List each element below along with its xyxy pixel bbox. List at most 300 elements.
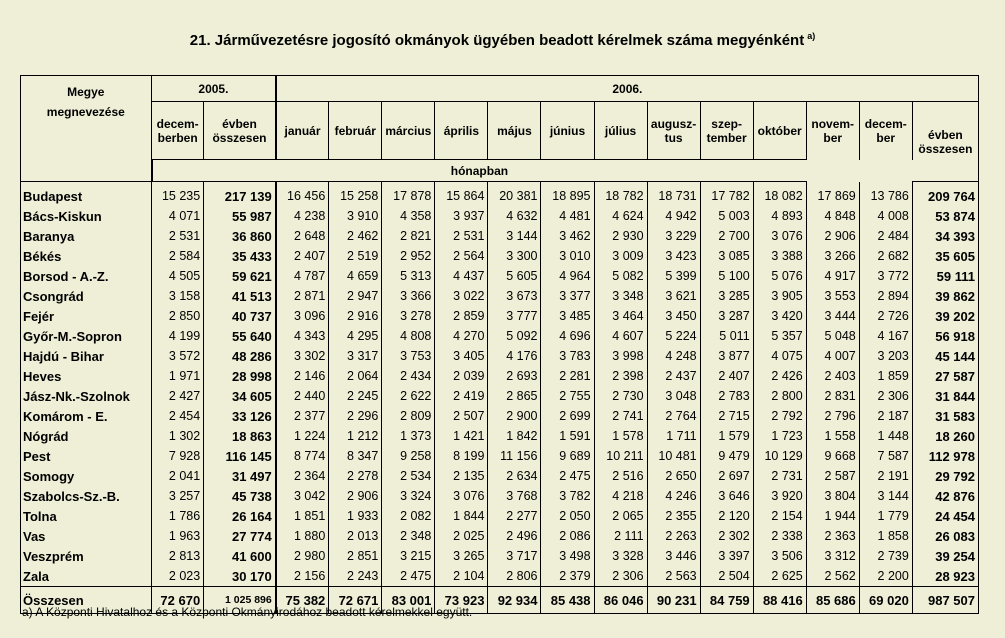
- cell-col-8: 9 689: [541, 446, 594, 466]
- cell-col-1: 2 454: [152, 406, 204, 426]
- cell-col-14: 2 191: [859, 466, 912, 486]
- county-name: Heves: [21, 366, 152, 386]
- cell-col-11: 3 285: [700, 286, 753, 306]
- cell-col-5: 2 534: [382, 466, 435, 486]
- cell-col-2: 34 605: [204, 386, 276, 406]
- cell-col-15: 39 202: [912, 306, 978, 326]
- table-row: [21, 546, 979, 566]
- cell-col-14: 3 144: [859, 486, 912, 506]
- cell-col-2: 217 139: [204, 182, 276, 207]
- cell-col-9: 5 082: [594, 266, 647, 286]
- cell-col-6: 73 923: [435, 587, 488, 614]
- cell-col-2: 1 025 896: [204, 587, 276, 614]
- cell-col-14: 69 020: [859, 587, 912, 614]
- cell-col-9: 86 046: [594, 587, 647, 614]
- cell-col-2: 116 145: [204, 446, 276, 466]
- cell-col-14: 1 779: [859, 506, 912, 526]
- cell-col-4: 2 851: [329, 546, 382, 566]
- table-row: [21, 366, 979, 386]
- cell-col-3: 2 146: [276, 366, 329, 386]
- cell-col-6: 4 270: [435, 326, 488, 346]
- cell-col-14: 2 682: [859, 246, 912, 266]
- header-2005-total: [204, 102, 276, 160]
- cell-col-2: 26 164: [204, 506, 276, 526]
- cell-col-13: 2 796: [806, 406, 859, 426]
- table-title: [0, 31, 1005, 49]
- cell-col-2: 28 998: [204, 366, 276, 386]
- cell-col-12: 2 800: [753, 386, 806, 406]
- cell-col-3: 2 377: [276, 406, 329, 426]
- cell-col-7: 4 632: [488, 206, 541, 226]
- cell-col-9: 4 218: [594, 486, 647, 506]
- cell-col-5: 9 258: [382, 446, 435, 466]
- cell-col-4: 2 243: [329, 566, 382, 587]
- cell-col-14: 2 187: [859, 406, 912, 426]
- cell-col-1: 2 023: [152, 566, 204, 587]
- cell-col-12: 88 416: [753, 587, 806, 614]
- cell-col-10: 4 246: [647, 486, 700, 506]
- header-month-11: [806, 102, 859, 160]
- cell-col-14: 2 200: [859, 566, 912, 587]
- county-name: Békés: [21, 246, 152, 266]
- cell-col-4: 2 245: [329, 386, 382, 406]
- table-row: [21, 206, 979, 226]
- cell-col-14: 2 739: [859, 546, 912, 566]
- header-month-2-line1: február: [334, 123, 376, 138]
- cell-col-10: 90 231: [647, 587, 700, 614]
- cell-col-15: 35 605: [912, 246, 978, 266]
- cell-col-5: 5 313: [382, 266, 435, 286]
- cell-col-8: 3 783: [541, 346, 594, 366]
- county-name: Tolna: [21, 506, 152, 526]
- cell-col-11: 1 579: [700, 426, 753, 446]
- cell-col-3: 2 407: [276, 246, 329, 266]
- cell-col-8: 1 591: [541, 426, 594, 446]
- header-month-8: [647, 102, 700, 160]
- cell-col-7: 2 806: [488, 566, 541, 587]
- cell-col-9: 3 348: [594, 286, 647, 306]
- cell-col-3: 4 343: [276, 326, 329, 346]
- cell-col-1: 2 584: [152, 246, 204, 266]
- cell-col-13: 4 848: [806, 206, 859, 226]
- cell-col-13: 1 944: [806, 506, 859, 526]
- cell-col-2: 55 640: [204, 326, 276, 346]
- cell-col-11: 2 407: [700, 366, 753, 386]
- header-month-4-line1: április: [443, 123, 480, 138]
- cell-col-8: 2 281: [541, 366, 594, 386]
- cell-col-15: 209 764: [912, 182, 978, 207]
- cell-col-9: 2 516: [594, 466, 647, 486]
- cell-col-15: 31 844: [912, 386, 978, 406]
- cell-col-10: 2 355: [647, 506, 700, 526]
- cell-col-1: 2 850: [152, 306, 204, 326]
- header-megye-line2: megnevezése: [46, 105, 125, 119]
- cell-col-12: 2 625: [753, 566, 806, 587]
- cell-col-2: 33 126: [204, 406, 276, 426]
- cell-col-7: 2 693: [488, 366, 541, 386]
- cell-col-10: 2 263: [647, 526, 700, 546]
- cell-col-7: 3 144: [488, 226, 541, 246]
- cell-col-5: 17 878: [382, 182, 435, 207]
- county-name: Bács-Kiskun: [21, 206, 152, 226]
- cell-col-7: 3 673: [488, 286, 541, 306]
- cell-col-11: 2 783: [700, 386, 753, 406]
- table-row: [21, 486, 979, 506]
- cell-col-7: 2 277: [488, 506, 541, 526]
- header-month-10-line1: október: [757, 123, 802, 138]
- cell-col-9: 3 464: [594, 306, 647, 326]
- cell-col-15: 28 923: [912, 566, 978, 587]
- header-month-12-line2: ber: [876, 130, 896, 145]
- cell-col-5: 1 373: [382, 426, 435, 446]
- cell-col-13: 9 668: [806, 446, 859, 466]
- cell-col-4: 3 317: [329, 346, 382, 366]
- table-row: [21, 386, 979, 406]
- cell-col-9: 10 211: [594, 446, 647, 466]
- cell-col-11: 5 100: [700, 266, 753, 286]
- county-name: Komárom - E.: [21, 406, 152, 426]
- cell-col-5: 83 001: [382, 587, 435, 614]
- cell-col-9: 1 578: [594, 426, 647, 446]
- cell-col-13: 4 007: [806, 346, 859, 366]
- footnote: a) A Központi Hivatalhoz és a Központi Okmányirodához beadott kérelmekkel együtt.: [22, 605, 473, 619]
- cell-col-2: 45 738: [204, 486, 276, 506]
- cell-col-12: 10 129: [753, 446, 806, 466]
- county-name: Szabolcs-Sz.-B.: [21, 486, 152, 506]
- county-name: Csongrád: [21, 286, 152, 306]
- cell-col-15: 29 792: [912, 466, 978, 486]
- cell-col-10: 2 437: [647, 366, 700, 386]
- cell-col-8: 3 485: [541, 306, 594, 326]
- cell-col-7: 20 381: [488, 182, 541, 207]
- cell-col-1: 2 813: [152, 546, 204, 566]
- cell-col-14: 7 587: [859, 446, 912, 466]
- cell-col-9: 3 009: [594, 246, 647, 266]
- cell-col-13: 2 403: [806, 366, 859, 386]
- cell-col-4: 2 906: [329, 486, 382, 506]
- cell-col-8: 3 377: [541, 286, 594, 306]
- cell-col-8: 18 895: [541, 182, 594, 207]
- cell-col-10: 5 224: [647, 326, 700, 346]
- cell-col-5: 2 475: [382, 566, 435, 587]
- cell-col-11: 2 715: [700, 406, 753, 426]
- cell-col-11: 3 646: [700, 486, 753, 506]
- cell-col-11: 84 759: [700, 587, 753, 614]
- cell-col-12: 2 792: [753, 406, 806, 426]
- cell-col-15: 56 918: [912, 326, 978, 346]
- cell-col-9: 2 741: [594, 406, 647, 426]
- county-name: Veszprém: [21, 546, 152, 566]
- header-2006-total-line2: összesen: [918, 141, 973, 156]
- table-row: [21, 226, 979, 246]
- cell-col-12: 2 426: [753, 366, 806, 386]
- cell-col-15: 59 111: [912, 266, 978, 286]
- county-name: Somogy: [21, 466, 152, 486]
- cell-col-13: 17 869: [806, 182, 859, 207]
- cell-col-4: 1 212: [329, 426, 382, 446]
- cell-col-13: 3 312: [806, 546, 859, 566]
- cell-col-3: 75 382: [276, 587, 329, 614]
- cell-col-15: 53 874: [912, 206, 978, 226]
- cell-col-5: 3 753: [382, 346, 435, 366]
- county-name: Borsod - A.-Z.: [21, 266, 152, 286]
- county-name: Nógrád: [21, 426, 152, 446]
- table-row: [21, 246, 979, 266]
- header-2005-december: [152, 102, 204, 160]
- header-month-7-line1: július: [604, 123, 637, 138]
- cell-col-7: 3 768: [488, 486, 541, 506]
- cell-col-8: 3 782: [541, 486, 594, 506]
- cell-col-4: 3 910: [329, 206, 382, 226]
- cell-col-13: 3 444: [806, 306, 859, 326]
- header-month-4: [435, 102, 488, 160]
- header-month-6: [541, 102, 594, 160]
- cell-col-6: 2 025: [435, 526, 488, 546]
- cell-col-14: 2 726: [859, 306, 912, 326]
- cell-col-8: 2 755: [541, 386, 594, 406]
- cell-col-9: 4 607: [594, 326, 647, 346]
- cell-col-8: 2 050: [541, 506, 594, 526]
- cell-col-15: 42 876: [912, 486, 978, 506]
- cell-col-8: 85 438: [541, 587, 594, 614]
- cell-col-6: 4 437: [435, 266, 488, 286]
- data-table: [20, 75, 979, 614]
- county-name: Budapest: [21, 182, 152, 207]
- cell-col-5: 2 821: [382, 226, 435, 246]
- cell-col-13: 4 917: [806, 266, 859, 286]
- cell-col-13: 3 553: [806, 286, 859, 306]
- cell-col-6: 15 864: [435, 182, 488, 207]
- cell-col-12: 3 920: [753, 486, 806, 506]
- cell-col-7: 4 176: [488, 346, 541, 366]
- cell-col-6: 8 199: [435, 446, 488, 466]
- cell-col-15: 45 144: [912, 346, 978, 366]
- cell-col-12: 18 082: [753, 182, 806, 207]
- title-text: 21. Járművezetésre jogosító okmányok ügyében beadott kérelmek száma megyénként: [189, 32, 805, 49]
- table-row: [21, 526, 979, 546]
- cell-col-14: 4 167: [859, 326, 912, 346]
- header-month-12: [859, 102, 912, 160]
- title-footnote-mark: a): [807, 31, 816, 41]
- cell-col-6: 2 135: [435, 466, 488, 486]
- cell-col-12: 3 506: [753, 546, 806, 566]
- cell-col-6: 1 844: [435, 506, 488, 526]
- cell-col-10: 18 731: [647, 182, 700, 207]
- cell-col-13: 1 558: [806, 426, 859, 446]
- cell-col-9: 2 398: [594, 366, 647, 386]
- header-month-7: [594, 102, 647, 160]
- cell-col-11: 2 504: [700, 566, 753, 587]
- header-2005-december-line1: decem-: [156, 116, 199, 131]
- cell-col-6: 2 859: [435, 306, 488, 326]
- cell-col-12: 3 076: [753, 226, 806, 246]
- cell-col-4: 2 296: [329, 406, 382, 426]
- header-2005-total-line2: összesen: [212, 130, 267, 145]
- cell-col-3: 3 302: [276, 346, 329, 366]
- table-row: [21, 466, 979, 486]
- cell-col-12: 4 893: [753, 206, 806, 226]
- header-honapban: hónapban: [152, 160, 807, 182]
- cell-col-14: 2 484: [859, 226, 912, 246]
- cell-col-2: 31 497: [204, 466, 276, 486]
- header-month-11-line1: novem-: [811, 116, 855, 131]
- cell-col-6: 3 937: [435, 206, 488, 226]
- table-row: [21, 446, 979, 466]
- cell-col-1: 3 158: [152, 286, 204, 306]
- cell-col-5: 2 082: [382, 506, 435, 526]
- header-month-3: [382, 102, 435, 160]
- cell-col-11: 2 302: [700, 526, 753, 546]
- cell-col-15: 34 393: [912, 226, 978, 246]
- cell-col-13: 2 587: [806, 466, 859, 486]
- cell-col-15: 27 587: [912, 366, 978, 386]
- cell-col-13: 3 266: [806, 246, 859, 266]
- county-name: Zala: [21, 566, 152, 587]
- cell-col-4: 4 295: [329, 326, 382, 346]
- cell-col-7: 2 634: [488, 466, 541, 486]
- cell-col-3: 1 851: [276, 506, 329, 526]
- cell-col-2: 35 433: [204, 246, 276, 266]
- cell-col-12: 2 731: [753, 466, 806, 486]
- cell-col-1: 1 971: [152, 366, 204, 386]
- cell-col-4: 4 659: [329, 266, 382, 286]
- cell-col-12: 3 388: [753, 246, 806, 266]
- cell-col-10: 3 621: [647, 286, 700, 306]
- cell-col-11: 3 397: [700, 546, 753, 566]
- cell-col-8: 2 699: [541, 406, 594, 426]
- cell-col-5: 2 348: [382, 526, 435, 546]
- cell-col-7: 1 842: [488, 426, 541, 446]
- cell-col-4: 72 671: [329, 587, 382, 614]
- cell-col-9: 2 111: [594, 526, 647, 546]
- header-month-6-line1: június: [549, 123, 586, 138]
- cell-col-14: 4 008: [859, 206, 912, 226]
- cell-col-14: 1 858: [859, 526, 912, 546]
- cell-col-3: 8 774: [276, 446, 329, 466]
- cell-col-1: 4 505: [152, 266, 204, 286]
- cell-col-11: 3 287: [700, 306, 753, 326]
- cell-col-2: 41 513: [204, 286, 276, 306]
- cell-col-6: 2 419: [435, 386, 488, 406]
- cell-col-12: 3 905: [753, 286, 806, 306]
- cell-col-10: 5 399: [647, 266, 700, 286]
- cell-col-14: 3 203: [859, 346, 912, 366]
- header-month-9-line2: tember: [706, 130, 747, 145]
- cell-col-3: 1 880: [276, 526, 329, 546]
- cell-col-6: 1 421: [435, 426, 488, 446]
- header-month-11-line2: ber: [823, 130, 843, 145]
- cell-col-4: 2 013: [329, 526, 382, 546]
- cell-col-7: 5 605: [488, 266, 541, 286]
- cell-col-13: 2 906: [806, 226, 859, 246]
- cell-col-2: 30 170: [204, 566, 276, 587]
- cell-col-15: 31 583: [912, 406, 978, 426]
- cell-col-15: 987 507: [912, 587, 978, 614]
- cell-col-13: 85 686: [806, 587, 859, 614]
- header-year-2005: 2005.: [152, 76, 276, 102]
- cell-col-4: 2 947: [329, 286, 382, 306]
- cell-col-5: 3 324: [382, 486, 435, 506]
- cell-col-11: 17 782: [700, 182, 753, 207]
- cell-col-15: 39 254: [912, 546, 978, 566]
- cell-col-7: 11 156: [488, 446, 541, 466]
- county-name: Baranya: [21, 226, 152, 246]
- cell-col-3: 2 156: [276, 566, 329, 587]
- cell-col-3: 4 787: [276, 266, 329, 286]
- header-2005-december-line2: berben: [157, 130, 198, 145]
- cell-col-6: 2 039: [435, 366, 488, 386]
- cell-col-4: 2 916: [329, 306, 382, 326]
- cell-col-2: 55 987: [204, 206, 276, 226]
- cell-col-1: 4 071: [152, 206, 204, 226]
- cell-col-11: 3 877: [700, 346, 753, 366]
- cell-col-13: 2 831: [806, 386, 859, 406]
- table-row: [21, 266, 979, 286]
- cell-col-8: 3 462: [541, 226, 594, 246]
- cell-col-11: 3 085: [700, 246, 753, 266]
- header-2006-total-line1: évben: [928, 127, 963, 142]
- cell-col-7: 3 717: [488, 546, 541, 566]
- cell-col-7: 2 900: [488, 406, 541, 426]
- county-name: Vas: [21, 526, 152, 546]
- table-row: [21, 406, 979, 426]
- cell-col-8: 3 498: [541, 546, 594, 566]
- cell-col-8: 2 379: [541, 566, 594, 587]
- cell-col-4: 8 347: [329, 446, 382, 466]
- header-month-3-line1: március: [385, 123, 432, 138]
- cell-col-12: 5 076: [753, 266, 806, 286]
- cell-col-14: 1 448: [859, 426, 912, 446]
- cell-col-11: 2 697: [700, 466, 753, 486]
- cell-col-7: 3 300: [488, 246, 541, 266]
- cell-col-2: 27 774: [204, 526, 276, 546]
- header-month-8-line1: augusz-: [650, 116, 697, 131]
- cell-col-9: 18 782: [594, 182, 647, 207]
- cell-col-3: 2 980: [276, 546, 329, 566]
- cell-col-1: 1 963: [152, 526, 204, 546]
- cell-col-15: 26 083: [912, 526, 978, 546]
- cell-col-4: 1 933: [329, 506, 382, 526]
- cell-col-11: 2 120: [700, 506, 753, 526]
- cell-col-1: 2 427: [152, 386, 204, 406]
- cell-col-11: 5 011: [700, 326, 753, 346]
- cell-col-5: 4 808: [382, 326, 435, 346]
- cell-col-10: 3 048: [647, 386, 700, 406]
- cell-col-11: 5 003: [700, 206, 753, 226]
- cell-col-14: 1 859: [859, 366, 912, 386]
- cell-col-1: 1 786: [152, 506, 204, 526]
- cell-col-3: 16 456: [276, 182, 329, 207]
- table-row: [21, 426, 979, 446]
- cell-col-5: 2 622: [382, 386, 435, 406]
- cell-col-11: 2 700: [700, 226, 753, 246]
- table-row: [21, 506, 979, 526]
- header-month-9: [700, 102, 753, 160]
- header-month-1: [276, 102, 329, 160]
- cell-col-9: 3 998: [594, 346, 647, 366]
- cell-col-9: 2 930: [594, 226, 647, 246]
- cell-col-5: 2 952: [382, 246, 435, 266]
- county-name: Pest: [21, 446, 152, 466]
- cell-col-1: 4 199: [152, 326, 204, 346]
- cell-col-12: 4 075: [753, 346, 806, 366]
- header-month-8-line2: tus: [664, 130, 683, 145]
- cell-col-10: 1 711: [647, 426, 700, 446]
- cell-col-12: 3 420: [753, 306, 806, 326]
- cell-col-11: 9 479: [700, 446, 753, 466]
- cell-col-1: 2 041: [152, 466, 204, 486]
- cell-col-5: 2 434: [382, 366, 435, 386]
